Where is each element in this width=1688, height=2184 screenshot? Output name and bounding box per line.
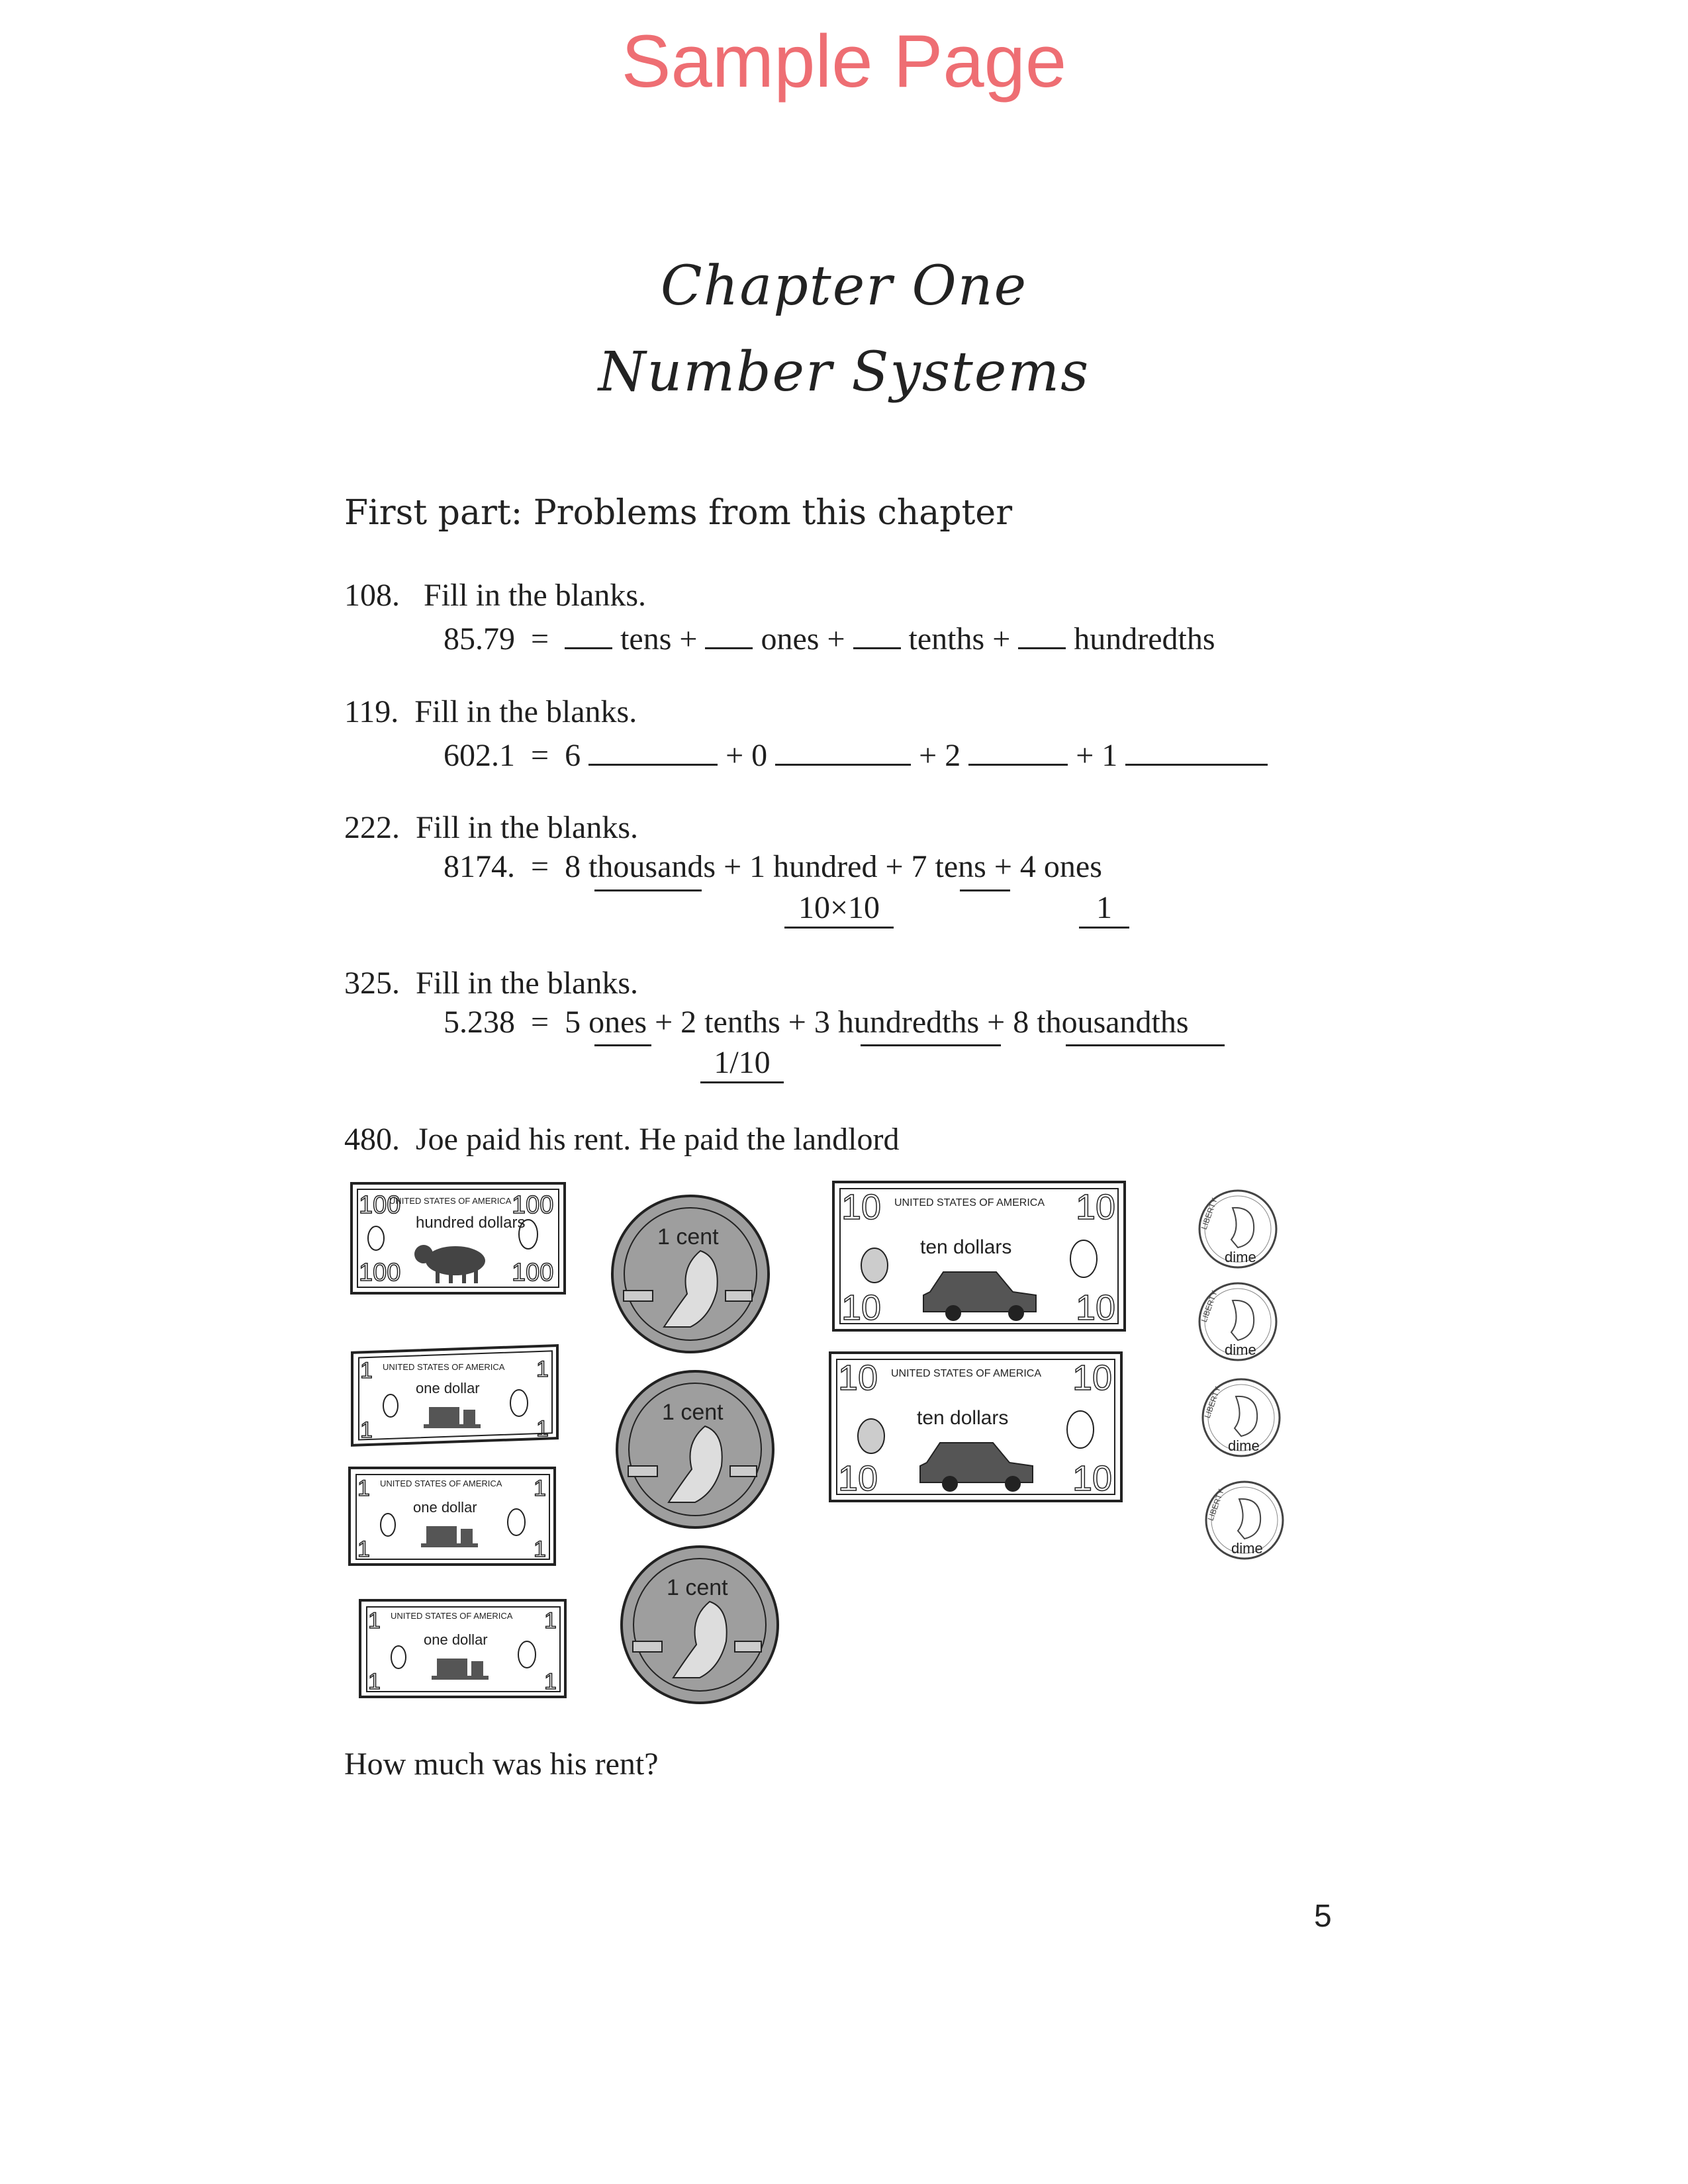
building-icon — [424, 1407, 481, 1428]
one-dollar-bill — [357, 1595, 569, 1704]
coin-label: 1 cent — [667, 1575, 728, 1600]
bill-denom-text: 1 — [536, 1357, 549, 1382]
bill-header-text: UNITED STATES OF AMERICA — [380, 1479, 502, 1488]
bill-denom-text: 100 — [512, 1191, 554, 1219]
bill-denom-text: 1 — [360, 1358, 373, 1383]
penny-coin — [612, 1367, 778, 1532]
coin-label: dime — [1225, 1342, 1256, 1358]
dime-coin — [1195, 1377, 1294, 1463]
answer-blank[interactable] — [960, 889, 1010, 891]
one-dollar-bill — [347, 1463, 559, 1572]
problem-325-prompt: 325. Fill in the blanks. — [344, 966, 638, 1001]
one-dollar-bill — [350, 1343, 561, 1453]
bill-denom-text: 10 — [1072, 1358, 1113, 1398]
building-icon — [432, 1659, 489, 1680]
problem-108-prompt: 108. Fill in the blanks. — [344, 578, 646, 613]
problem-325-equation: 5.238 = 5 ones + 2 tenths + 3 hundredths + 8 thousandths — [444, 1005, 1189, 1040]
coin-rim-text: LIBERTY — [1199, 1289, 1219, 1324]
problem-108-equation: 85.79 = tens + ones + tenths + hundredths — [444, 615, 1215, 657]
coin-rim-text: LIBERTY — [1205, 1488, 1226, 1522]
problem-222-prompt: 222. Fill in the blanks. — [344, 810, 638, 845]
bill-denom-text: 1 — [544, 1669, 557, 1694]
coin-rim-text: LIBERTY — [1202, 1385, 1223, 1420]
bill-denom-text: 10 — [838, 1459, 878, 1498]
blank[interactable] — [565, 615, 612, 649]
bill-denom-text: 10 — [841, 1288, 882, 1328]
sample-page-watermark: Sample Page — [621, 20, 1067, 103]
bill-header-text: UNITED STATES OF AMERICA — [389, 1196, 512, 1206]
bill-denom-text: 1 — [534, 1476, 546, 1501]
bill-label: ten dollars — [920, 1236, 1012, 1258]
bill-denom-text: 100 — [512, 1259, 554, 1287]
answer-blank[interactable] — [861, 1044, 1001, 1046]
bill-denom-text: 10 — [1076, 1288, 1116, 1328]
bill-denom-text: 1 — [368, 1669, 381, 1694]
bill-label: one dollar — [416, 1380, 480, 1396]
bill-denom-text: 10 — [841, 1187, 882, 1227]
bill-denom-text: 1 — [368, 1608, 381, 1633]
bill-header-text: UNITED STATES OF AMERICA — [891, 1368, 1041, 1379]
answer-blank[interactable]: 1 — [1079, 889, 1129, 929]
blank[interactable] — [1125, 732, 1268, 766]
bill-label: one dollar — [413, 1499, 477, 1516]
dime-coin — [1192, 1281, 1291, 1367]
coin-label: dime — [1228, 1437, 1260, 1454]
ten-dollar-bill — [831, 1179, 1127, 1333]
blank[interactable] — [588, 732, 718, 766]
bill-denom-text: 1 — [357, 1476, 370, 1501]
coin-rim-text: LIBERTY — [1199, 1197, 1219, 1231]
ten-dollar-bill — [827, 1350, 1124, 1504]
answer-blank[interactable] — [594, 1044, 651, 1046]
problem-119-equation: 602.1 = 6 + 0 + 2 + 1 — [444, 732, 1268, 774]
bill-denom-text: 10 — [1072, 1459, 1113, 1498]
bill-header-text: UNITED STATES OF AMERICA — [383, 1362, 505, 1372]
problem-222-equation: 8174. = 8 thousands + 1 hundred + 7 tens + 4 ones — [444, 849, 1102, 884]
coin-label: dime — [1231, 1540, 1263, 1557]
problem-480-question: How much was his rent? — [344, 1747, 659, 1782]
bill-header-text: UNITED STATES OF AMERICA — [894, 1197, 1045, 1208]
answer-blank[interactable]: 1/10 — [700, 1044, 784, 1083]
bill-denom-text: 10 — [1076, 1187, 1116, 1227]
penny-coin — [608, 1191, 773, 1357]
blank[interactable] — [1018, 615, 1066, 649]
bill-denom-text: 1 — [357, 1537, 370, 1562]
chapter-title: Chapter One — [660, 255, 1028, 318]
bill-denom-text: 1 — [536, 1416, 549, 1441]
building-icon — [421, 1526, 478, 1547]
blank[interactable] — [775, 732, 911, 766]
dime-coin — [1198, 1479, 1297, 1565]
section-heading: First part: Problems from this chapter — [344, 493, 1013, 533]
hundred-dollar-bill — [350, 1181, 567, 1295]
bill-denom-text: 10 — [838, 1358, 878, 1398]
coin-label: 1 cent — [662, 1400, 724, 1425]
bill-label: ten dollars — [917, 1407, 1009, 1429]
coin-label: dime — [1225, 1249, 1256, 1265]
bill-label: one dollar — [424, 1631, 488, 1648]
bill-denom-text: 100 — [359, 1259, 401, 1287]
problem-119-prompt: 119. Fill in the blanks. — [344, 694, 637, 729]
answer-blank[interactable] — [594, 889, 702, 891]
coin-label: 1 cent — [657, 1224, 719, 1250]
bill-header-text: UNITED STATES OF AMERICA — [391, 1611, 513, 1621]
bill-label: hundred dollars — [416, 1214, 526, 1232]
blank[interactable] — [853, 615, 901, 649]
problem-480-prompt: 480. Joe paid his rent. He paid the landlord — [344, 1122, 900, 1157]
answer-blank[interactable]: 10×10 — [784, 889, 894, 929]
dime-coin — [1192, 1188, 1291, 1274]
blank[interactable] — [968, 732, 1068, 766]
blank[interactable] — [705, 615, 753, 649]
bill-denom-text: 1 — [360, 1418, 373, 1443]
bill-denom-text: 100 — [359, 1191, 401, 1219]
chapter-subtitle: Number Systems — [598, 341, 1090, 404]
penny-coin — [617, 1542, 782, 1707]
page-number: 5 — [1314, 1899, 1332, 1934]
bill-denom-text: 1 — [544, 1608, 557, 1633]
bill-denom-text: 1 — [534, 1537, 546, 1562]
answer-blank[interactable] — [1066, 1044, 1225, 1046]
